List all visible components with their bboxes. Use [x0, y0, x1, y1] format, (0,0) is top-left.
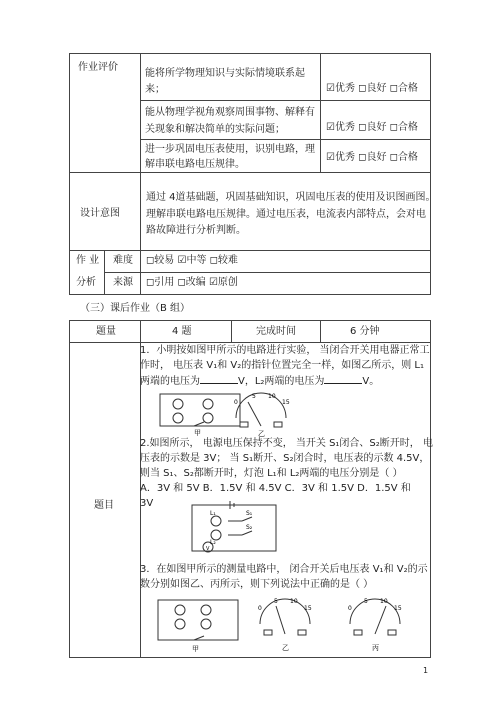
- q3-bing-scale-15: 15: [394, 605, 402, 612]
- q1-blank-1[interactable]: [200, 372, 238, 384]
- q3-yi-scale-5: 5: [274, 598, 278, 605]
- q2-label-l2: L₂: [210, 539, 216, 546]
- q1-text-c: V。: [362, 376, 380, 387]
- design-line-2: 理解串联电路电压规律。通过电压表，电流表内部特点，会对电: [146, 209, 426, 220]
- evaluation-criterion-3-line2: 解串联电路电压规律。: [145, 159, 245, 170]
- q1-lamp-l2: [203, 399, 213, 409]
- evaluation-criterion-1-line2: 来；: [145, 84, 165, 95]
- q3-line-2: 数分别如图乙、丙所示，则下列说法中正确的是（ ）: [140, 579, 374, 590]
- q3-dial-bing: [342, 594, 408, 654]
- evaluation-rating-2[interactable]: ☑优秀 ◻良好 ◻合格: [326, 122, 418, 133]
- questions-label: 题目: [94, 500, 114, 511]
- q2-circuit-figure: [180, 495, 290, 561]
- section-title: （三）课后作业（B 组）: [80, 303, 191, 314]
- page-number: 1: [423, 666, 429, 675]
- q2-label-s1: S₁: [246, 510, 253, 517]
- design-line-1: 通过 4道基础题，巩固基础知识，巩固电压表的使用及识图画图。: [146, 192, 436, 203]
- difficulty-options[interactable]: ◻较易 ☑中等 ◻较难: [146, 255, 238, 266]
- source-label: 来源: [113, 277, 133, 288]
- q1-text-a: 两端的电压为: [140, 376, 200, 387]
- q3-voltmeter-v1: [175, 619, 185, 629]
- time-value: 6 分钟: [350, 326, 380, 337]
- evaluation-criterion-3-line1: 进一步巩固电压表使用，识别电路，理: [145, 144, 315, 155]
- evaluation-rating-1[interactable]: ☑优秀 ◻良好 ◻合格: [326, 83, 418, 94]
- q2-line-3: 则当 S₁、S₂都断开时，灯泡 L₁和 L₂两端的电压分别是（ ）: [140, 468, 403, 479]
- q1-voltmeter-v2: [203, 413, 213, 423]
- q1-blank-2[interactable]: [324, 372, 362, 384]
- q1-line-3: [140, 372, 379, 390]
- q3-lamp-l2: [201, 605, 211, 615]
- evaluation-criterion-1-line1: 能将所学物理知识与实际情境联系起: [145, 68, 305, 79]
- q2-options-line: A．3V 和 5V B．1.5V 和 4.5V C．3V 和 1.5V D．1.5V 和: [140, 483, 411, 494]
- q1-scale-0: 0: [234, 399, 238, 406]
- q3-yi-scale-15: 15: [304, 605, 312, 612]
- design-label: 设计意图: [80, 208, 120, 219]
- q2-line-2: 压表的示数是 3V； 当 S₁断开、S₂闭合时，电压表的示数 4.5V，: [140, 453, 430, 464]
- evaluation-label: 作业评价: [78, 62, 118, 73]
- design-line-3: 路故障进行分析判断。: [146, 225, 246, 236]
- q1-scale-10: 10: [268, 393, 276, 400]
- q3-figure-label-yi: 乙: [282, 644, 289, 652]
- analysis-label-b: 分析: [76, 277, 96, 288]
- analysis-label-a: 作 业: [76, 255, 100, 266]
- question-count-value: 4 题: [172, 326, 192, 337]
- question-count-label: 题量: [96, 326, 116, 337]
- q2-options-tail: 3V: [140, 498, 154, 509]
- q2-lamp-l1: [211, 516, 221, 526]
- q3-circuit-figure: [150, 594, 250, 654]
- q1-text-b: V，L₂两端的电压为: [238, 376, 325, 387]
- source-options[interactable]: ◻引用 ◻改编 ☑原创: [146, 277, 238, 288]
- evaluation-criterion-2-line2: 关现象和解决简单的实际问题；: [145, 124, 285, 135]
- q3-bing-scale-0: 0: [348, 605, 352, 612]
- difficulty-label: 难度: [113, 255, 133, 266]
- q3-dial-yi: [252, 594, 318, 654]
- time-label: 完成时间: [256, 326, 296, 337]
- q3-bing-scale-10: 10: [380, 598, 388, 605]
- q3-figure-label-jia: 甲: [192, 645, 199, 653]
- q2-line-1: 2.如图所示， 电源电压保持不变， 当开关 S₁闭合、S₂断开时， 电: [140, 438, 433, 449]
- q2-label-s2: S₂: [246, 524, 253, 531]
- q3-lamp-l1: [175, 605, 185, 615]
- q1-lamp-l1: [173, 399, 183, 409]
- q3-bing-scale-5: 5: [364, 598, 368, 605]
- q1-line-2: 作时， 电压表 V₁和 V₂的指针位置完全一样，如图乙所示，则 L₁: [140, 360, 424, 371]
- q3-voltmeter-v2: [201, 619, 211, 629]
- q3-yi-scale-0: 0: [258, 605, 262, 612]
- q2-label-v: V: [206, 546, 210, 552]
- q1-voltmeter-dial: [228, 390, 294, 438]
- evaluation-rating-3[interactable]: ☑优秀 ◻良好 ◻合格: [326, 152, 418, 163]
- q3-figure-label-bing: 丙: [372, 644, 379, 652]
- q1-figure-label-yi: 乙: [258, 430, 265, 438]
- q3-yi-scale-10: 10: [290, 598, 298, 605]
- q1-scale-5: 5: [252, 393, 256, 400]
- q1-scale-15: 15: [282, 399, 290, 406]
- q3-line-1: 3．在如图甲所示的测量电路中， 闭合开关后电压表 V₁和 V₂的示: [140, 564, 428, 575]
- q1-line-1: 1．小明按如图甲所示的电路进行实验， 当闭合开关用电器正常工: [140, 345, 430, 356]
- evaluation-criterion-2-line1: 能从物理学视角观察周围事物、解释有: [145, 107, 315, 118]
- q2-label-l1: L₁: [210, 510, 216, 517]
- q1-figure-label-jia: 甲: [194, 429, 201, 437]
- q1-voltmeter-v1: [173, 413, 183, 423]
